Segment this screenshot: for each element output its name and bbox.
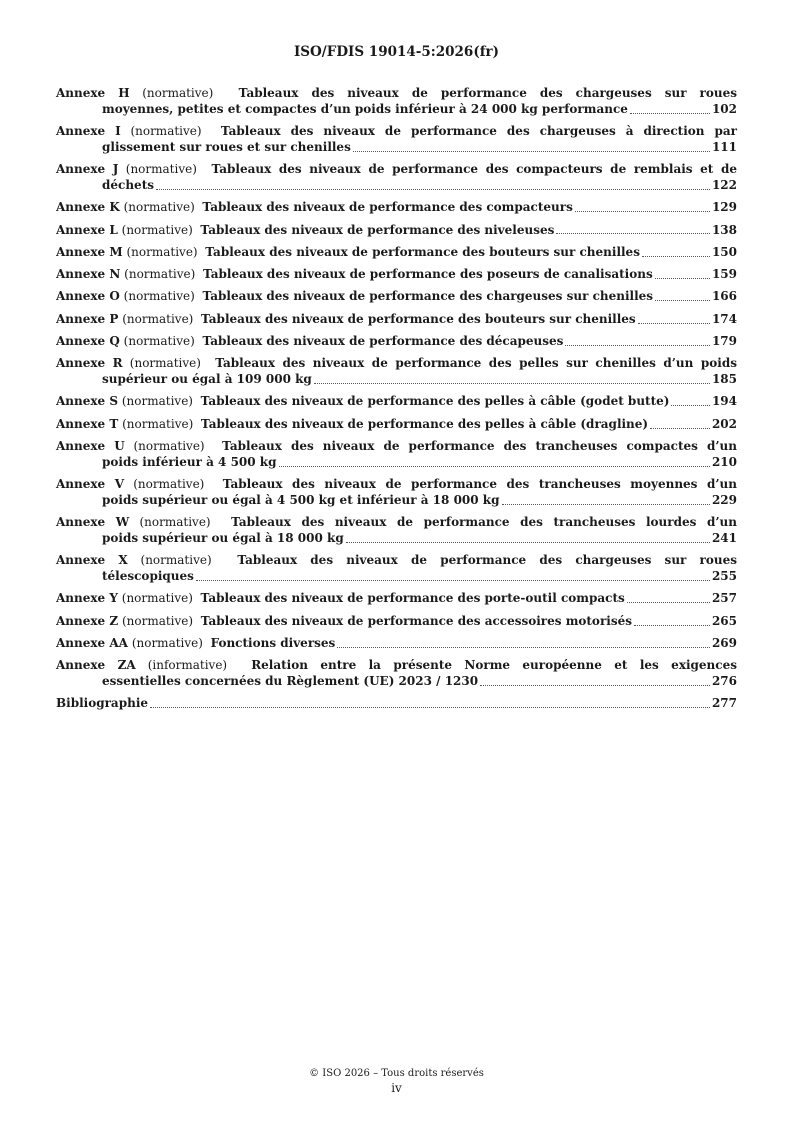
toc-annex-label: Annexe Y <box>56 591 118 606</box>
dot-leader <box>502 504 710 505</box>
toc-annex-type: (normative) <box>122 311 194 326</box>
toc-annex-type: (normative) <box>139 515 211 530</box>
toc-entry[interactable] <box>56 289 737 305</box>
toc-annex-type: (normative) <box>131 636 203 651</box>
toc-title: Tableaux des niveaux de performance des niveleuses <box>200 222 555 237</box>
dot-leader <box>671 405 709 406</box>
toc-title: Tableaux des niveaux de performance des trancheuses compactes d’un <box>222 439 737 454</box>
toc-title: Relation entre la présente Norme européenne et les exigences <box>251 658 737 673</box>
page-number: iv <box>391 1081 402 1095</box>
toc-entry[interactable] <box>56 439 737 471</box>
toc-entry[interactable] <box>56 658 737 690</box>
toc-title: Tableaux des niveaux de performance des trancheuses lourdes d’un <box>231 515 737 530</box>
toc-title-continued: moyennes, petites et compactes d’un poids inférieur à 24 000 kg performance <box>102 101 628 116</box>
toc-title-continued: déchets <box>102 177 154 192</box>
toc-entry[interactable] <box>56 356 737 388</box>
document-header: ISO/FDIS 19014-5:2026(fr) <box>293 44 500 60</box>
toc-annex-label: Annexe M <box>56 244 123 259</box>
toc-annex-type: (informative) <box>147 658 228 673</box>
toc-title: Tableaux des niveaux de performance des compacteurs <box>202 200 573 215</box>
toc-page-number: 138 <box>711 222 737 237</box>
toc-annex-type: (normative) <box>142 86 214 100</box>
toc-title-continued: télescopiques <box>102 569 194 584</box>
dot-leader <box>638 323 710 324</box>
dot-leader <box>196 580 710 581</box>
toc-page-number: 166 <box>711 289 737 304</box>
toc-title: Tableaux des niveaux de performance des pelles à câble (dragline) <box>200 416 649 431</box>
toc-annex-type: (normative) <box>122 416 194 431</box>
toc-page-number: 111 <box>711 139 737 154</box>
toc-title: Tableaux des niveaux de performance des décapeuses <box>202 334 564 349</box>
toc-annex-label: Annexe I <box>56 124 121 139</box>
toc-title: Tableaux des niveaux de performance des porte-outil compacts <box>200 591 625 606</box>
toc-annex-type: (normative) <box>121 591 193 606</box>
toc-annex-label: Annexe R <box>56 356 123 371</box>
toc-page-number: 229 <box>711 492 737 507</box>
toc-annex-label: Annexe Q <box>56 334 120 349</box>
toc-annex-type: (normative) <box>130 124 202 139</box>
toc-title: Tableaux des niveaux de performance des bouteurs sur chenilles <box>201 311 636 326</box>
toc-title-continued: glissement sur roues et sur chenilles <box>102 139 351 154</box>
toc-page-number: 257 <box>711 591 737 606</box>
dot-leader <box>565 345 710 346</box>
toc-title: Tableaux des niveaux de performance des compacteurs de remblais et de <box>211 162 737 177</box>
toc-page-number: 174 <box>711 311 737 326</box>
dot-leader <box>627 602 710 603</box>
dot-leader <box>655 300 710 301</box>
dot-leader <box>556 233 710 234</box>
toc-annex-label: Annexe S <box>56 394 119 409</box>
toc-annex-type: (normative) <box>140 553 212 568</box>
toc-entry[interactable] <box>56 394 737 410</box>
toc-entry[interactable] <box>56 267 737 283</box>
toc-entry[interactable] <box>56 591 737 607</box>
toc-page-number: 185 <box>711 372 737 387</box>
dot-leader <box>655 278 710 279</box>
toc-page-number: 194 <box>711 394 737 409</box>
toc-page-number: 276 <box>711 674 737 689</box>
dot-leader <box>279 466 710 467</box>
toc-annex-label: Bibliographie <box>56 696 149 711</box>
dot-leader <box>314 383 710 384</box>
toc-annex-label: Annexe T <box>56 416 119 431</box>
toc-annex-label: Annexe H <box>56 86 130 100</box>
toc-page-number: 122 <box>711 177 737 192</box>
toc-entry[interactable] <box>56 86 737 118</box>
toc-annex-type: (normative) <box>123 200 195 215</box>
toc-title: Tableaux des niveaux de performance des chargeuses sur roues <box>237 553 737 568</box>
dot-leader <box>156 189 710 190</box>
toc-title-continued: supérieur ou égal à 109 000 kg <box>102 372 312 387</box>
toc-annex-label: Annexe J <box>56 162 119 177</box>
toc-entry[interactable] <box>56 696 737 712</box>
toc-title-continued: poids inférieur à 4 500 kg <box>102 454 277 469</box>
toc-annex-type: (normative) <box>133 439 205 454</box>
toc-annex-type: (normative) <box>121 613 194 628</box>
toc-entry[interactable] <box>56 334 737 350</box>
toc-title: Tableaux des niveaux de performance des chargeuses à direction par <box>220 124 737 139</box>
toc-annex-label: Annexe U <box>56 439 125 454</box>
dot-leader <box>630 113 710 114</box>
toc-annex-label: Annexe P <box>56 311 119 326</box>
dot-leader <box>337 647 710 648</box>
toc-annex-label: Annexe L <box>56 222 118 237</box>
dot-leader <box>642 256 710 257</box>
toc-entry[interactable] <box>56 312 737 328</box>
toc-page-number: 210 <box>711 454 737 469</box>
toc-annex-type: (normative) <box>124 267 196 282</box>
toc-entry[interactable] <box>56 162 737 194</box>
toc-annex-type: (normative) <box>121 394 193 409</box>
toc-entry[interactable] <box>56 477 737 509</box>
toc-page-number: 277 <box>711 696 737 711</box>
toc-annex-type: (normative) <box>121 222 193 237</box>
toc-annex-type: (normative) <box>123 289 195 304</box>
dot-leader <box>346 542 710 543</box>
toc-title-continued: essentielles concernées du Règlement (UE) 2023 / 1230 <box>102 674 479 689</box>
toc-annex-type: (normative) <box>126 244 198 259</box>
toc-entry[interactable] <box>56 245 737 261</box>
copyright-notice: © ISO 2026 – Tous droits réservés <box>309 1068 484 1079</box>
toc-title: Tableaux des niveaux de performance des pelles à câble (godet butte) <box>200 394 670 409</box>
toc-entry[interactable] <box>56 553 737 585</box>
toc-annex-type: (normative) <box>133 477 205 492</box>
toc-annex-label: Annexe ZA <box>56 658 136 673</box>
toc-annex-label: Annexe AA <box>56 636 128 651</box>
toc-annex-label: Annexe W <box>56 515 130 530</box>
toc-annex-label: Annexe Z <box>56 613 119 628</box>
toc-entry[interactable] <box>56 200 737 216</box>
toc-annex-type: (normative) <box>123 334 195 349</box>
toc-entry[interactable] <box>56 223 737 239</box>
toc-page-number: 179 <box>711 334 737 349</box>
toc-annex-type: (normative) <box>125 162 197 177</box>
toc-annex-label: Annexe X <box>56 553 128 568</box>
toc-annex-type: (normative) <box>129 356 201 371</box>
toc-page-number: 102 <box>711 101 737 116</box>
toc-page-number: 159 <box>711 267 737 282</box>
dot-leader <box>353 151 710 152</box>
toc-annex-label: Annexe K <box>56 200 120 215</box>
toc-page-number: 255 <box>711 569 737 584</box>
toc-title: Tableaux des niveaux de performance des trancheuses moyennes d’un <box>222 477 737 492</box>
toc-annex-label: Annexe V <box>56 477 125 492</box>
dot-leader <box>575 211 710 212</box>
toc-page-number: 265 <box>711 613 737 628</box>
toc-title-continued: poids supérieur ou égal à 4 500 kg et inférieur à 18 000 kg <box>102 492 500 507</box>
toc-entry[interactable] <box>56 124 737 156</box>
toc-title: Tableaux des niveaux de performance des accessoires motorisés <box>200 613 632 628</box>
toc-title: Tableaux des niveaux de performance des poseurs de canalisations <box>202 267 653 282</box>
toc-page-number: 241 <box>711 531 737 546</box>
toc-entry[interactable] <box>56 614 737 630</box>
table-of-contents <box>56 86 737 719</box>
dot-leader <box>634 625 710 626</box>
toc-annex-label: Annexe O <box>56 289 120 304</box>
toc-title: Tableaux des niveaux de performance des chargeuses sur chenilles <box>202 289 654 304</box>
toc-title: Tableaux des niveaux de performance des bouteurs sur chenilles <box>205 244 640 259</box>
toc-page-number: 269 <box>711 636 737 651</box>
dot-leader <box>480 685 710 686</box>
toc-page-number: 202 <box>711 416 737 431</box>
toc-title: Tableaux des niveaux de performance des pelles sur chenilles d’un poids <box>215 356 737 371</box>
page-footer <box>0 1066 793 1096</box>
toc-annex-label: Annexe N <box>56 267 121 282</box>
toc-page-number: 129 <box>711 200 737 215</box>
toc-entry[interactable] <box>56 417 737 433</box>
toc-title: Tableaux des niveaux de performance des chargeuses sur roues <box>238 86 737 100</box>
dot-leader <box>650 428 710 429</box>
toc-entry[interactable] <box>56 515 737 547</box>
toc-title: Fonctions diverses <box>210 636 336 651</box>
dot-leader <box>150 707 710 708</box>
toc-page-number: 150 <box>711 244 737 259</box>
toc-entry[interactable] <box>56 636 737 652</box>
toc-title-continued: poids supérieur ou égal à 18 000 kg <box>102 531 344 546</box>
